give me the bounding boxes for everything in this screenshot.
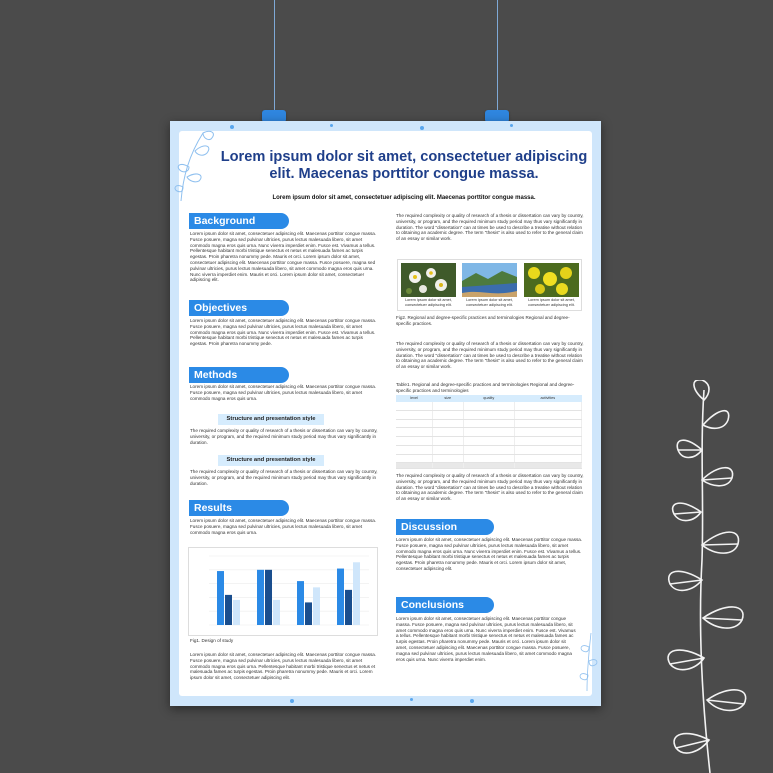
photo-strip xyxy=(397,259,582,311)
table-row xyxy=(396,437,582,446)
photo-caption-1: Lorem ipsum dolor sit amet, consectetuer adipiscing elit. xyxy=(405,298,452,307)
methods-text: Lorem ipsum dolor sit amet, consectetuer adipiscing elit. Maecenas porttitor congue massa. Fusce posuere, magna sed pulvinar ultricies, purus lectus malesuada libero, sit amet commodo magna eros quis urna. xyxy=(190,384,377,401)
chart-bar xyxy=(265,570,272,625)
chart-bar xyxy=(233,600,240,625)
landscape-photo-icon xyxy=(462,263,517,297)
intro-text: The required complexity or quality of research of a thesis or dissertation can vary by country, university, or program, and the required minimum study period may thus vary significantly in duration. The word "dissertation" can at times be used to describe a treatise without relation to obtaining an academic degree. The term "thesis" is also used to refer to the general claim of an essay or similar work. xyxy=(396,213,584,242)
section-heading-conclusions: Conclusions xyxy=(396,597,494,613)
fig1-caption: Fig1. Design of study xyxy=(190,638,234,643)
hanging-string-right xyxy=(497,0,498,112)
table-header: level xyxy=(396,395,432,402)
chart-bar xyxy=(257,570,264,625)
border-dot xyxy=(470,699,474,703)
table-header: quality xyxy=(463,395,514,402)
border-dot xyxy=(290,699,294,703)
chart-bar xyxy=(273,600,280,625)
plant-decoration-icon xyxy=(640,380,770,773)
flower-photo-icon xyxy=(401,263,456,297)
table-row xyxy=(396,445,582,454)
chart-bar xyxy=(337,569,344,625)
photo-caption-3: Lorem ipsum dolor sit amet, consectetuer adipiscing elit. xyxy=(528,298,575,307)
table1-caption: Table1. Regional and degree-specific practices and terminologies Regional and degree-specific practices and terminologies xyxy=(396,382,575,393)
border-dot xyxy=(230,125,234,129)
objectives-text: Lorem ipsum dolor sit amet, consectetuer adipiscing elit. Maecenas porttitor congue massa. Fusce posuere, magna sed pulvinar ultricies, purus lectus malesuada libero, sit amet commodo magna eros quis urna. Nunc viverra imperdiet enim. Fusce est. Vivamus a tellus. Pellentesque habitant morbi tristique senectus et netus et malesuada fames ac turpis egestas. Proin pharetra nonummy pede. xyxy=(190,318,377,347)
poster-title: Lorem ipsum dolor sit amet, consectetuer adipiscing elit. Maecenas porttitor congue massa. xyxy=(220,149,588,182)
table-row xyxy=(396,428,582,437)
conclusions-text: Lorem ipsum dolor sit amet, consectetuer adipiscing elit. Maecenas porttitor congue massa. Fusce posuere, magna sed pulvinar ultricies, purus lectus malesuada libero, sit amet commodo magna eros quis urna. Nunc viverra imperdiet enim. Fusce est. Vivamus a tellus. Pellentesque habitant morbi tristique senectus et netus et malesuada fames ac turpis egestas. Proin pharetra nonummy pede. Mauris et orci. Lorem ipsum dolor sit amet, consectetuer adipiscing elit. Maecenas porttitor congue massa. Fusce posuere, magna sed pulvinar ultricies, purus lectus malesuada libero, sit amet commodo magna eros quis urna. Nunc viverra imperdiet enim. xyxy=(396,616,576,662)
table-row xyxy=(396,454,582,463)
poster-sheet xyxy=(179,131,592,696)
methods-sub1-text: The required complexity or quality of research of a thesis or dissertation can vary by country, university, or program, and the required minimum study period may thus vary significantly in duration. xyxy=(190,428,378,445)
chart-bar xyxy=(217,571,224,625)
data-table xyxy=(396,395,582,469)
poster xyxy=(170,121,601,706)
methods-subheading-1: Structure and presentation style xyxy=(218,414,324,425)
chart-bar xyxy=(313,587,320,625)
methods-subheading-2: Structure and presentation style xyxy=(218,455,324,466)
discussion-text: Lorem ipsum dolor sit amet, consectetuer adipiscing elit. Maecenas porttitor congue massa. Fusce posuere, magna sed pulvinar ultricies, purus lectus malesuada libero, sit amet commodo magna eros quis urna. Nunc viverra imperdiet enim. Fusce est. Vivamus a tellus. Pellentesque habitant morbi tristique senectus et netus et malesuada fames ac turpis egestas. Proin pharetra nonummy pede. Mauris et orci. Lorem ipsum dolor sit amet, consectetuer adipiscing elit. xyxy=(396,537,583,571)
section-heading-discussion: Discussion xyxy=(396,519,494,535)
table-row xyxy=(396,402,582,411)
leaf-decoration-icon xyxy=(577,631,599,691)
results-bar-chart xyxy=(189,548,377,635)
poster-clip-right xyxy=(485,110,509,121)
border-dot xyxy=(410,698,413,701)
text-3: The required complexity or quality of research of a thesis or dissertation can vary by country, university, or program, and the required minimum study period may thus vary significantly in duration. The word "dissertation" can at times be used to describe a treatise without relation to obtaining an academic degree. The term "thesis" is also used to refer to the general claim of an essay or similar work. xyxy=(396,473,584,502)
table-row xyxy=(396,410,582,419)
poster-subtitle: Lorem ipsum dolor sit amet, consectetuer adipiscing elit. Maecenas porttitor congue massa. xyxy=(272,195,536,201)
poster-clip-left xyxy=(262,110,286,121)
results-text: Lorem ipsum dolor sit amet, consectetuer adipiscing elit. Maecenas porttitor congue massa. Fusce posuere, magna sed pulvinar ultricies, purus lectus malesuada libero, sit amet commodo magna eros quis urna. xyxy=(190,518,377,535)
border-dot xyxy=(510,124,513,127)
chart-bar xyxy=(353,562,360,625)
results-chart xyxy=(188,547,378,636)
section-heading-objectives: Objectives xyxy=(189,300,289,316)
chart-bar xyxy=(305,602,312,625)
chart-bar xyxy=(345,590,352,625)
background-text: Lorem ipsum dolor sit amet, consectetuer adipiscing elit. Maecenas porttitor congue massa. Fusce posuere, magna sed pulvinar ultricies, purus lectus malesuada libero, sit amet commodo magna eros quis urna. Nunc viverra imperdiet enim. Fusce est. Vivamus a tellus. Pellentesque habitant morbi tristique senectus et netus et malesuada fames ac turpis egestas. Proin pharetra nonummy pede. Mauris et orci. Lorem ipsum dolor sit amet, consectetuer adipiscing elit. Maecenas porttitor congue massa. Fusce posuere, magna sed pulvinar ultricies, purus lectus malesuada libero, sit amet commodo magna eros quis urna. Nunc viverra imperdiet enim. Mauris et orci. Lorem ipsum dolor sit amet, consectetuer adipiscing elit. xyxy=(190,231,377,283)
chart-bar xyxy=(297,581,304,625)
text-2: The required complexity or quality of research of a thesis or dissertation can vary by country, university, or program, and the required minimum study period may thus vary significantly in duration. The word "dissertation" can at times be used to describe a treatise without relation to obtaining an academic degree. The term "thesis" is also used to refer to the general claim of an essay or similar work. xyxy=(396,341,584,370)
hanging-string-left xyxy=(274,0,275,112)
methods-sub2-text: The required complexity or quality of research of a thesis or dissertation can vary by country, university, or program, and the required minimum study period may thus vary significantly in duration. xyxy=(190,469,378,486)
border-dot xyxy=(420,126,424,130)
table-row xyxy=(396,463,582,469)
section-heading-results: Results xyxy=(189,500,289,516)
leaf-decoration-icon xyxy=(173,127,221,203)
chart-bar xyxy=(225,595,232,625)
yellow-flowers-photo-icon xyxy=(524,263,579,297)
results-text-2: Lorem ipsum dolor sit amet, consectetuer adipiscing elit. Maecenas porttitor congue massa. Fusce posuere, magna sed pulvinar ultricies, purus lectus malesuada libero, sit amet commodo magna eros quis urna. Pellentesque habitant morbi tristique senectus et netus et malesuada fames ac turpis egestas. Proin pharetra nonummy pede. Mauris et orci. Lorem ipsum dolor sit amet, consectetuer adipiscing elit. xyxy=(190,652,377,681)
section-heading-background: Background xyxy=(189,213,289,229)
fig2-caption: Fig2. Regional and degree-specific practices and terminologies Regional and degree-specific practices. xyxy=(396,315,570,326)
section-heading-methods: Methods xyxy=(189,367,289,383)
border-dot xyxy=(330,124,333,127)
table-header: activities xyxy=(514,395,581,402)
photo-caption-2: Lorem ipsum dolor sit amet, consectetuer adipiscing elit. xyxy=(466,298,513,307)
table-row xyxy=(396,419,582,428)
table-header: size xyxy=(432,395,463,402)
